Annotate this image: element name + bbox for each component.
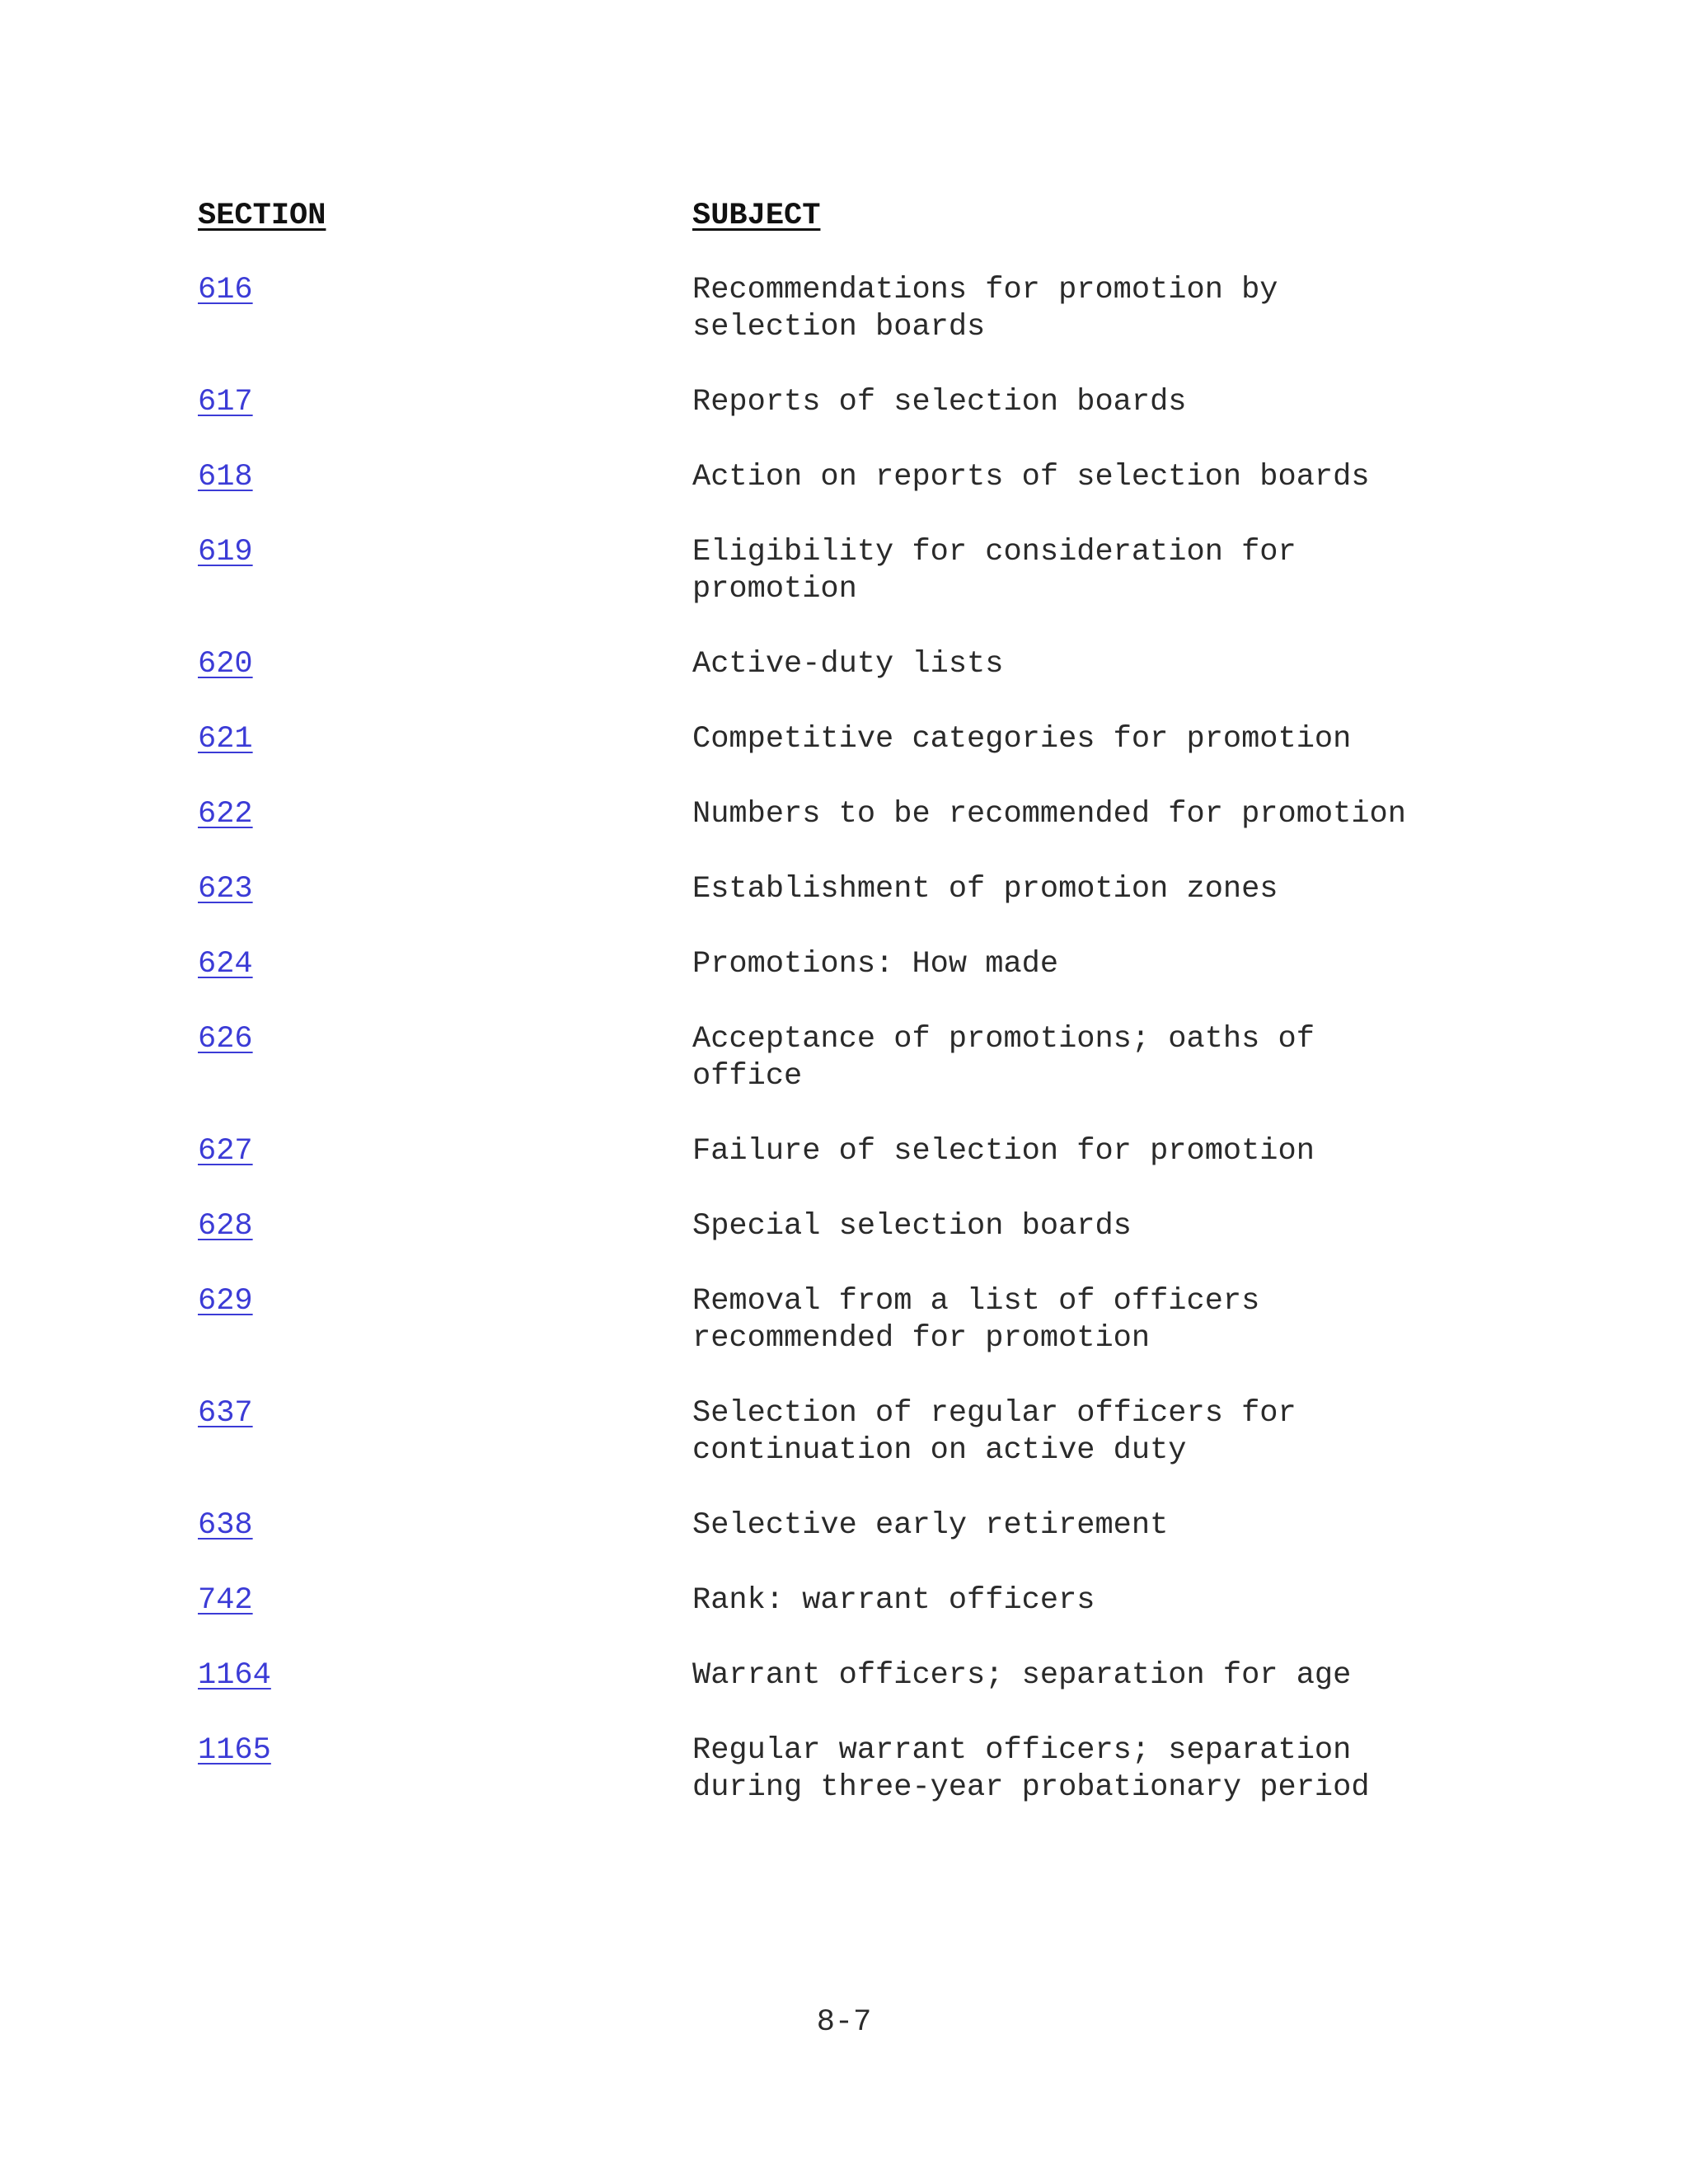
section-link[interactable]: 621	[198, 722, 253, 757]
table-row	[198, 796, 1517, 833]
section-subject: Failure of selection for promotion	[692, 1134, 1315, 1169]
table-row	[198, 946, 1517, 983]
section-link[interactable]: 617	[198, 385, 253, 419]
table-row	[198, 646, 1517, 683]
page-number: 8-7	[816, 2005, 872, 2040]
section-subject: Acceptance of promotions; oaths of office	[692, 1022, 1315, 1094]
section-link[interactable]: 622	[198, 797, 253, 832]
section-subject: Warrant officers; separation for age	[692, 1658, 1352, 1693]
table-row	[198, 1208, 1517, 1245]
section-subject: Eligibility for consideration for promotion	[692, 535, 1296, 607]
table-row	[198, 721, 1517, 758]
section-subject: Selective early retirement	[692, 1508, 1169, 1543]
section-subject: Rank: warrant officers	[692, 1583, 1095, 1618]
section-subject: Removal from a list of officers recommended for promotion	[692, 1284, 1260, 1356]
table-row	[198, 1732, 1517, 1807]
section-link[interactable]: 620	[198, 647, 253, 682]
section-link[interactable]: 619	[198, 535, 253, 569]
section-subject: Numbers to be recommended for promotion	[692, 797, 1406, 832]
table-row	[198, 871, 1517, 908]
table-row	[198, 1133, 1517, 1170]
table-row	[198, 384, 1517, 421]
section-link[interactable]: 628	[198, 1209, 253, 1244]
table-row	[198, 1395, 1517, 1469]
subject-column-header: SUBJECT	[692, 199, 821, 233]
section-link[interactable]: 626	[198, 1022, 253, 1057]
table-header	[198, 196, 1517, 237]
section-subject: Special selection boards	[692, 1209, 1132, 1244]
table-row	[198, 1507, 1517, 1544]
table-row	[198, 534, 1517, 608]
section-subject: Recommendations for promotion by selection boards	[692, 273, 1278, 344]
section-link[interactable]: 1164	[198, 1658, 271, 1693]
section-link[interactable]: 616	[198, 273, 253, 307]
section-subject: Promotions: How made	[692, 947, 1059, 982]
section-link[interactable]: 618	[198, 460, 253, 494]
section-subject: Selection of regular officers for continuation on active duty	[692, 1396, 1296, 1468]
section-column-header: SECTION	[198, 199, 326, 233]
section-subject: Active-duty lists	[692, 647, 1004, 682]
section-link[interactable]: 627	[198, 1134, 253, 1169]
section-subject: Action on reports of selection boards	[692, 460, 1370, 494]
section-table	[198, 272, 1517, 1844]
section-link[interactable]: 629	[198, 1284, 253, 1319]
section-link[interactable]: 742	[198, 1583, 253, 1618]
section-subject: Establishment of promotion zones	[692, 872, 1278, 907]
section-subject: Regular warrant officers; separation during three-year probationary period	[692, 1733, 1370, 1805]
section-subject: Reports of selection boards	[692, 385, 1187, 419]
section-subject: Competitive categories for promotion	[692, 722, 1352, 757]
table-row	[198, 1021, 1517, 1095]
table-row	[198, 459, 1517, 496]
table-row	[198, 1283, 1517, 1357]
table-row	[198, 272, 1517, 346]
table-row	[198, 1582, 1517, 1619]
table-row	[198, 1657, 1517, 1694]
section-link[interactable]: 623	[198, 872, 253, 907]
section-link[interactable]: 624	[198, 947, 253, 982]
section-link[interactable]: 638	[198, 1508, 253, 1543]
section-link[interactable]: 637	[198, 1396, 253, 1431]
section-link[interactable]: 1165	[198, 1733, 271, 1768]
